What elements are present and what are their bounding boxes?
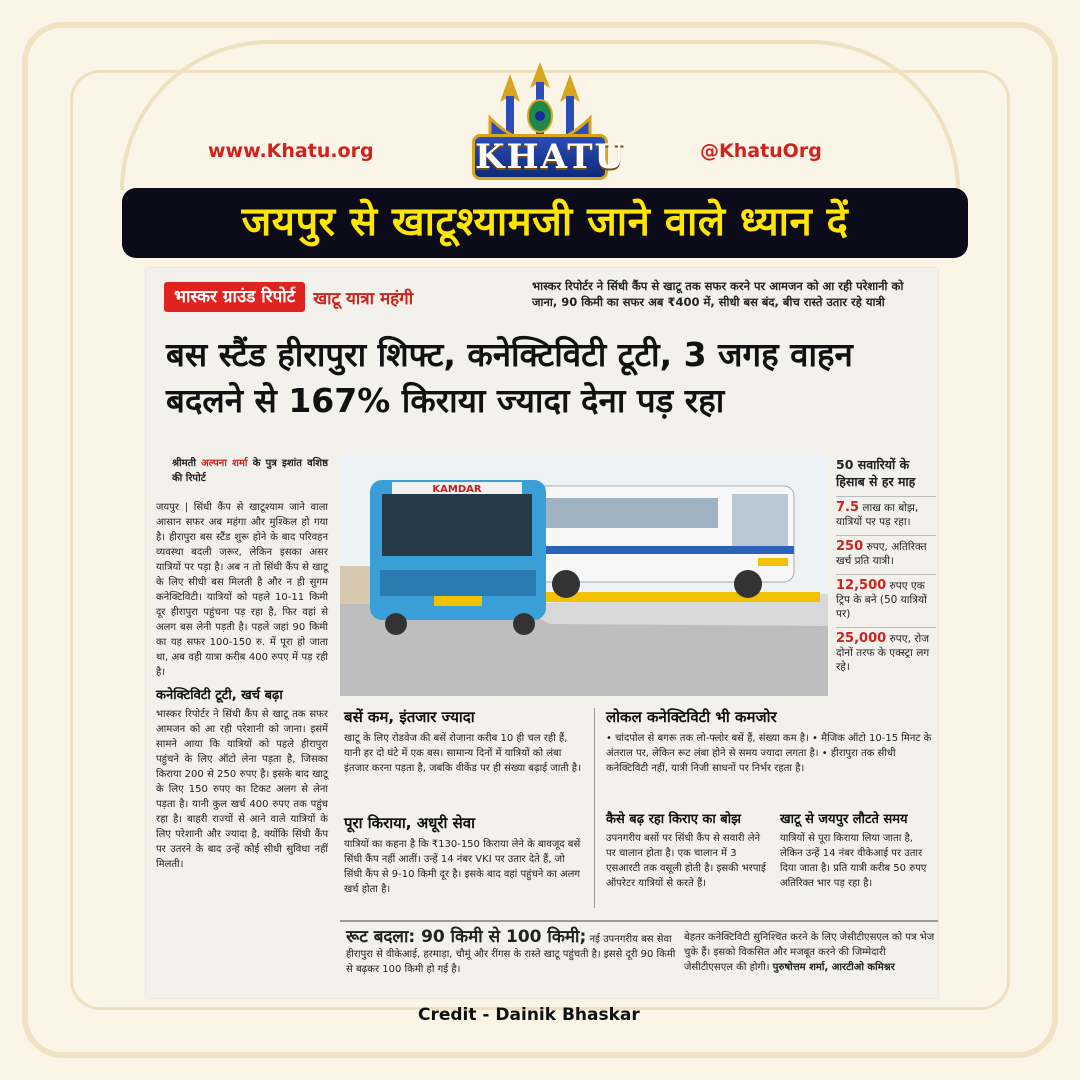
fact-text: लाख का बोझ, यात्रियों पर पड़ रहा। bbox=[836, 502, 919, 528]
box-full-fare bbox=[344, 816, 584, 897]
box-fewer-buses bbox=[344, 710, 584, 776]
fact-item bbox=[836, 574, 936, 627]
kicker-theme: खाटू यात्रा महंगी bbox=[313, 288, 414, 309]
headline-banner: जयपुर से खाटूश्यामजी जाने वाले ध्यान दें bbox=[122, 188, 968, 258]
box-full-fare-title: पूरा किराया, अधूरी सेवा bbox=[344, 814, 475, 832]
box-local-connectivity-text: • चांदपोल से बगरू तक लो-फ्लोर बसें हैं, संख्या कम है। • मैजिक ऑटो 10-15 मिनट के अंतराल पर, लेकिन रूट लंबा होने से समय ज्यादा लगता है। • हीरापुरा तक सीधी कनेक्टिविटी नहीं, यात्री निजी साधनों पर निर्भर रहता है। bbox=[606, 733, 932, 774]
image-credit: Credit - Dainik Bhaskar bbox=[418, 1005, 640, 1025]
box-fewer-buses-text: खाटू के लिए रोडवेज की बसें रोजाना करीब 10 ही चल रही हैं, यानी हर दो घंटे में एक बस। सामान्य दिनों में यात्रियों को लंबा इंतजार करना पड़ता है, जबकि वीकेंड पर ही संख्या बढ़ाई जाती है। bbox=[344, 733, 581, 774]
byline-prefix: श्रीमती bbox=[172, 458, 196, 469]
bus-sign-text: KAMDAR bbox=[432, 484, 482, 495]
social-handle[interactable]: @KhatuOrg bbox=[700, 140, 822, 162]
box-local-connectivity-title: लोकल कनेक्टिविटी भी कमजोर bbox=[606, 708, 777, 726]
fact-text: रुपए, अतिरिक्त खर्च प्रति यात्री। bbox=[836, 541, 927, 567]
box-local-connectivity bbox=[606, 710, 932, 776]
fact-text: रुपए एक ट्रिप के बने (50 यात्रियों पर) bbox=[836, 580, 927, 620]
route-left bbox=[346, 927, 676, 977]
subhead-connectivity: कनेक्टिविटी टूटी, खर्च बढ़ा bbox=[156, 688, 283, 703]
facts-sidebar bbox=[836, 456, 936, 680]
box-return-trip bbox=[780, 812, 932, 891]
box-fewer-buses-title: बसें कम, इंतजार ज्यादा bbox=[344, 708, 475, 726]
connectivity-paragraph: भास्कर रिपोर्टर ने सिंधी कैंप से खाटू तक सफर आमजन को आ रही परेशानी को जाना। इसमें सामने आया कि यात्रियों को पहले हीरापुरा पहुंचने के लिए ऑटो लेना पड़ता है, जिसका किराया 200 से 250 रुपए है। इसके बाद खाटू के लिए 150 रुपए का टिकट अलग से लेना पड़ता है। यानी कुल खर्च 400 रुपए तक पहुंच रहा है। बाहरी राज्यों से आने वाले यात्रियों के लिए परेशानी और ज्यादा है, क्योंकि सिंधी कैंप पर उतरने के बाद उन्हें कोई सीधी सुविधा नहीं मिलती। bbox=[156, 709, 328, 870]
left-column bbox=[156, 456, 328, 996]
fact-item bbox=[836, 535, 936, 574]
box-fare-burden bbox=[606, 812, 768, 891]
route-section bbox=[340, 920, 938, 992]
box-fare-burden-text: उपनगरीय बसों पर सिंधी कैंप से सवारी लेने पर चालान होता है। एक चालान में 3 एसआरटी तक वसूली होती है। इसकी भरपाई ऑपरेटर यात्रियों से करते हैं। bbox=[606, 833, 766, 889]
fact-number: 25,000 bbox=[836, 631, 887, 646]
fact-number: 12,500 bbox=[836, 578, 887, 593]
fact-number: 250 bbox=[836, 539, 864, 554]
fact-item bbox=[836, 627, 936, 680]
article-deck: भास्कर रिपोर्टर ने सिंधी कैंप से खाटू तक सफर करने पर आमजन को आ रही परेशानी को जाना, 90 किमी का सफर अब ₹400 में, सीधी बस बंद, बीच रास्ते उतार रहे यात्री bbox=[532, 279, 904, 309]
box-full-fare-text: यात्रियों का कहना है कि ₹130-150 किराया लेने के बावजूद बसें सिंधी कैंप नहीं आतीं। उन्हें 14 नंबर VKI पर उतार देते हैं, जो सिंधी कैंप से 9-10 किमी दूर है। इसके बाद वहां पहुंचने का अलग खर्च होता है। bbox=[344, 839, 581, 895]
facts-lead: 50 सवारियों के हिसाब से हर माह bbox=[836, 457, 916, 489]
intro-paragraph: जयपुर | सिंधी कैंप से खाटूश्याम जाने वाला आसान सफर अब महंगा और मुश्किल हो गया है। हीरापुरा बस स्टैंड शुरू होने के बाद परिवहन व्यवस्था बदली जरूर, लेकिन इसका असर यात्रियों पर पड़ा है। अब न तो सिंधी कैंप से खाटू के लिए सीधी बस मिलती है और न ही सुगम कनेक्टिविटी। यात्रियों को पहले 10-11 किमी दूर हीरापुरा पहुंचना पड़ रहा है, फिर वहां से अलग बस लेनी पड़ती है। पहले जहां 90 किमी का यह सफर 100-150 रु. में पूरा हो जाता था, अब वही यात्रा करीब 400 रुपए में पड़ रही है। bbox=[156, 502, 328, 678]
fact-item bbox=[836, 496, 936, 535]
route-title: रूट बदला: 90 किमी से 100 किमी; bbox=[346, 927, 587, 947]
quote-text: बेहतर कनेक्टिविटी सुनिश्चित करने के लिए जेसीटीएसएल को पत्र भेज चुके हैं। इसको विकसित और मजबूत करने की जिम्मेदारी जेसीटीएसएल की होगी। bbox=[684, 932, 935, 973]
box-return-trip-text: यात्रियों से पूरा किराया लिया जाता है, लेकिन उन्हें 14 नंबर वीकेआई पर उतार दिया जाता है। प्रति यात्री करीब 50 रुपए अतिरिक्त भार पड़ रहा है। bbox=[780, 833, 927, 889]
box-fare-burden-title: कैसे बढ़ रहा किराए का बोझ bbox=[606, 812, 741, 827]
byline-name: अल्पना शर्मा bbox=[201, 458, 248, 469]
column-divider bbox=[594, 708, 595, 908]
bus-photo bbox=[340, 454, 828, 696]
box-return-trip-title: खाटू से जयपुर लौटते समय bbox=[780, 812, 908, 827]
kicker-label: भास्कर ग्राउंड रिपोर्ट bbox=[164, 282, 305, 312]
official-quote bbox=[684, 930, 936, 975]
article-title: बस स्टैंड हीरापुरा शिफ्ट, कनेक्टिविटी टूटी, 3 जगह वाहन बदलने से 167% किराया ज्यादा देना पड़ रहा bbox=[166, 335, 853, 420]
khatu-logo-text: KHATU bbox=[472, 134, 608, 180]
kicker bbox=[164, 280, 413, 314]
website-link[interactable]: www.Khatu.org bbox=[208, 140, 374, 162]
fact-text: रुपए, रोज दोनों तरफ के एक्स्ट्रा लग रहे। bbox=[836, 633, 930, 673]
fact-number: 7.5 bbox=[836, 500, 860, 515]
byline-suffix: के पुत्र इशांत वशिष्ठ की रिपोर्ट bbox=[172, 458, 329, 484]
route-text: नई उपनगरीय बस सेवा हीरापुरा से वीकेआई, हरमाड़ा, चौमूं और रींगस के रास्ते खाटू पहुंचती है। इससे दूरी 90 किमी से बढ़कर 100 किमी हो गई है। bbox=[346, 934, 676, 975]
byline bbox=[156, 456, 328, 486]
newspaper-clipping bbox=[146, 268, 938, 998]
quote-author: पुरुषोत्तम शर्मा, आरटीओ कमिश्नर bbox=[772, 962, 895, 973]
